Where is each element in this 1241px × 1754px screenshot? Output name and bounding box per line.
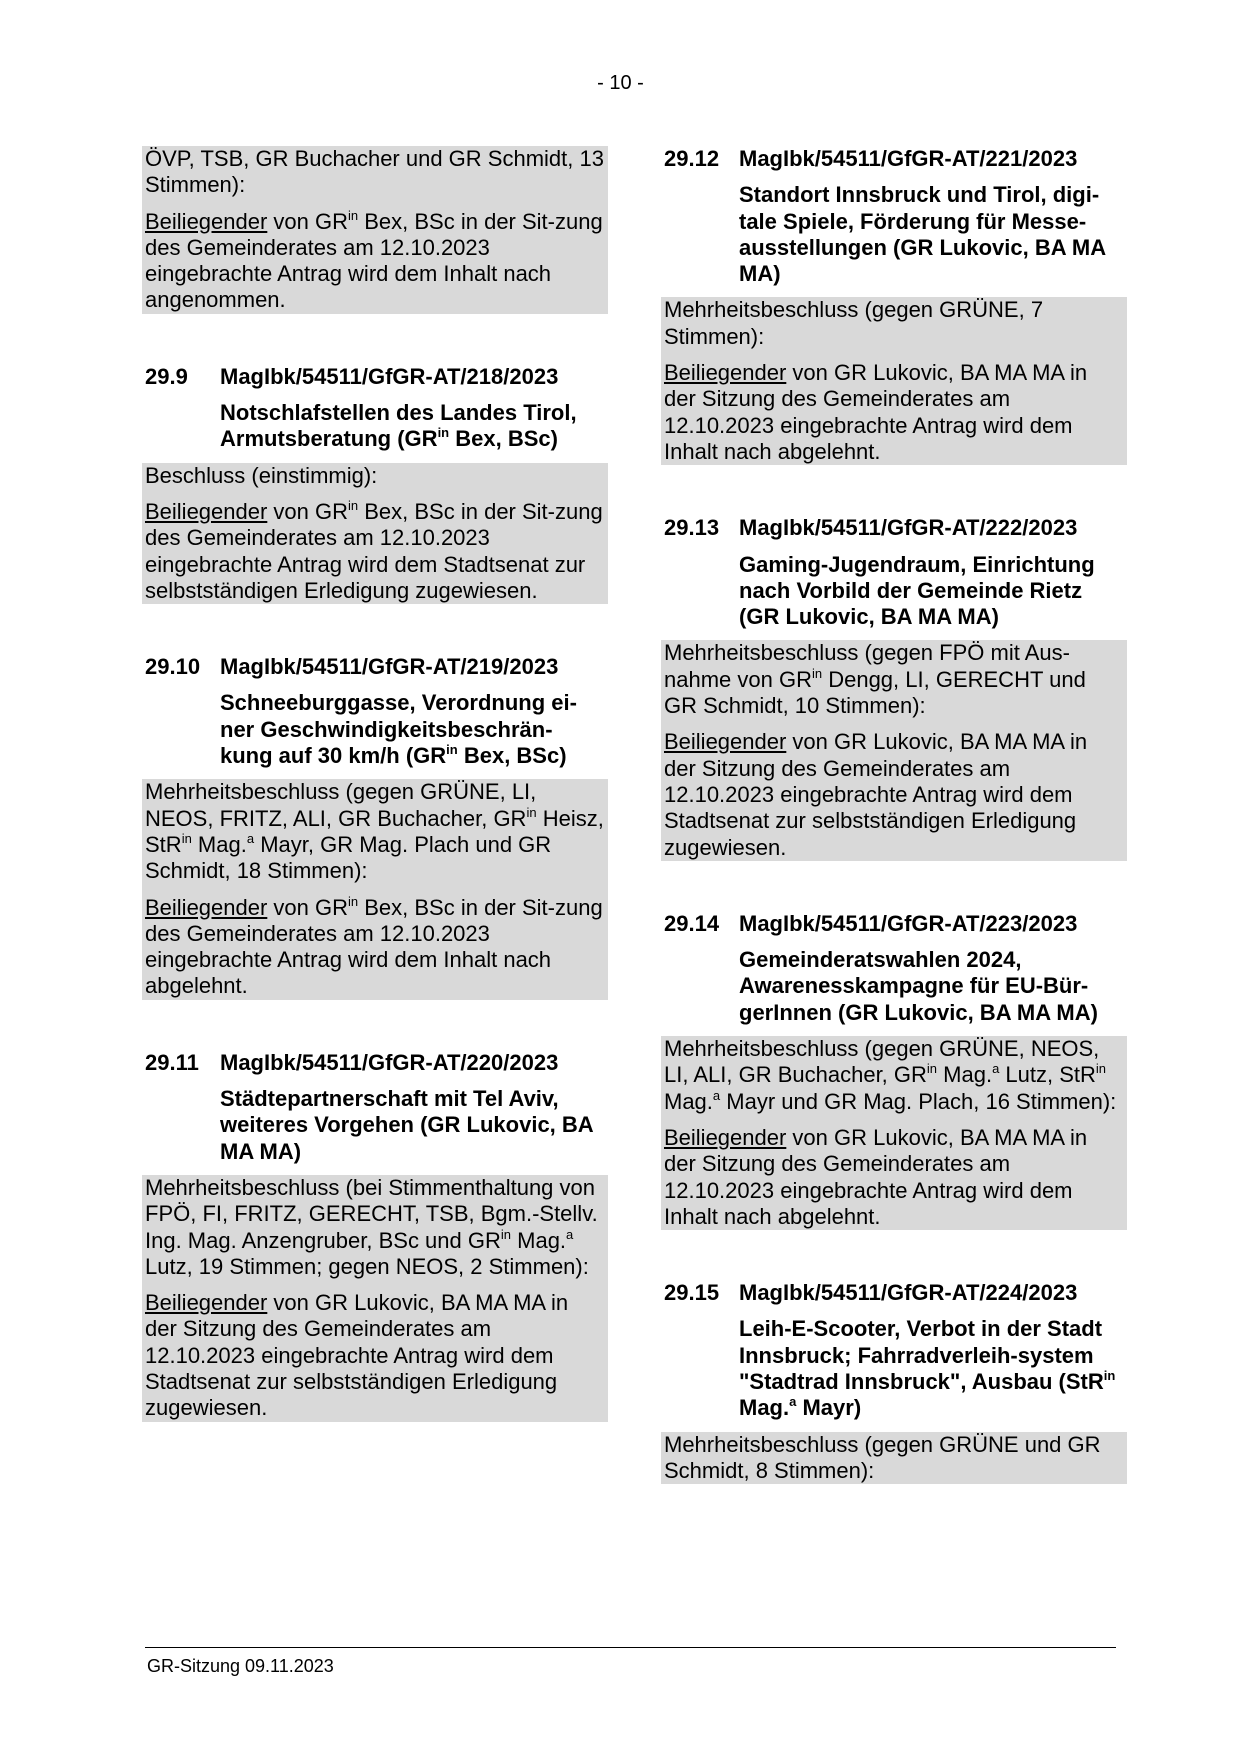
section-ref: MagIbk/54511/GfGR-AT/221/2023 bbox=[739, 146, 1078, 171]
resolution-text: Beiliegender von GR Lukovic, BA MA MA in der Sitzung des Gemeinderates am 12.10.2023 eingebrachte Antrag wird dem Inhalt nach abgelehnt. bbox=[664, 360, 1088, 464]
resolution-box bbox=[142, 1175, 608, 1422]
right-column bbox=[664, 146, 1124, 1484]
section-number: 29.13 bbox=[664, 515, 720, 541]
underlined-word: Beiliegender bbox=[145, 208, 268, 234]
vote-text: Mehrheitsbeschluss (gegen GRÜNE und GR Schmidt, 8 Stimmen): bbox=[664, 1431, 1101, 1483]
section-title: Standort Innsbruck und Tirol, digi-tale Spiele, Förderung für Messe-ausstellungen (GR Lukovic, BA MA MA) bbox=[739, 182, 1106, 287]
section-heading bbox=[145, 1050, 605, 1076]
section-ref: MagIbk/54511/GfGR-AT/219/2023 bbox=[220, 654, 559, 680]
section-29-13 bbox=[664, 515, 1124, 861]
resolution-box bbox=[661, 1036, 1127, 1230]
vote-text: Mehrheitsbeschluss (gegen GRÜNE, NEOS, LI, ALI, GR Buchacher, $GR^{in}$ Mag.$^a$ Lutz, StR$^{in}$ Mag.$^a$ Mayr und GR Mag. Plach, 16 Stimmen): bbox=[664, 1036, 1117, 1114]
section-title: Leih-E-Scooter, Verbot in der Stadt Innsbruck; Fahrradverleih-system "Stadtrad Innsbruck", Ausbau (StR$^{in}$ Mag.$^a$ Mayr) bbox=[739, 1316, 1116, 1421]
section-ref: MagIbk/54511/GfGR-AT/223/2023 bbox=[739, 910, 1078, 936]
section-number: 29.11 bbox=[145, 1049, 199, 1075]
vote-text: Mehrheitsbeschluss (bei Stimmenthaltung von FPÖ, FI, FRITZ, GERECHT, TSB, Bgm.-Stellv. Ing. Mag. Anzengruber, BSc und $GR^{in}$ Mag.$^a$ Lutz, 19 Stimmen; gegen NEOS, 2 Stimmen): bbox=[145, 1174, 598, 1279]
section-number: 29.12 bbox=[664, 146, 720, 171]
section-number: 29.14 bbox=[664, 910, 720, 936]
section-title: Gemeinderatswahlen 2024, Awarenesskampagne für EU-Bür-gerInnen (GR Lukovic, BA MA MA) bbox=[739, 947, 1098, 1025]
section-heading bbox=[664, 515, 1124, 541]
section-heading bbox=[145, 654, 605, 680]
section-ref: MagIbk/54511/GfGR-AT/218/2023 bbox=[220, 363, 559, 389]
resolution-text: Beiliegender von $GR^{in}$ Bex, BSc in der Sit-zung des Gemeinderates am 12.10.2023 eingebrachte Antrag wird dem Inhalt nach abgelehnt. bbox=[145, 893, 603, 999]
resolution-text: Beiliegender von $GR^{in}$ Bex, BSc in der Sit-zung des Gemeinderates am 12.10.2023 eingebrachte Antrag wird dem Inhalt nach angenommen. bbox=[145, 207, 603, 313]
section-29-11 bbox=[145, 1050, 605, 1422]
vote-text: Mehrheitsbeschluss (gegen GRÜNE, LI, NEOS, FRITZ, ALI, GR Buchacher, $GR^{in}$ Heisz, StR$^{in}$ Mag.$^a$ Mayr, GR Mag. Plach und GR Schmidt, 18 Stimmen): bbox=[145, 779, 604, 884]
section-heading bbox=[664, 911, 1124, 937]
resolution-box bbox=[142, 779, 608, 999]
vote-text: Mehrheitsbeschluss (gegen GRÜNE, 7 Stimmen): bbox=[664, 297, 1044, 349]
vote-text: Beschluss (einstimmig): bbox=[145, 462, 378, 488]
section-heading bbox=[145, 364, 605, 390]
page-number: - 10 - bbox=[597, 72, 644, 94]
section-number: 29.15 bbox=[664, 1280, 720, 1306]
resolution-box bbox=[661, 297, 1127, 465]
vote-text: ÖVP, TSB, GR Buchacher und GR Schmidt, 13 Stimmen): bbox=[145, 146, 604, 198]
section-title: Städtepartnerschaft mit Tel Aviv, weiteres Vorgehen (GR Lukovic, BA MA MA) bbox=[220, 1086, 593, 1164]
section-title: Notschlafstellen des Landes Tirol, Armutsberatung ($GR^{in}$ Bex, BSc) bbox=[220, 400, 577, 452]
left-column bbox=[145, 146, 605, 1422]
section-title: Schneeburggasse, Verordnung ei-ner Geschwindigkeitsbeschrän-kung auf 30 km/h ($GR^{in}$ Bex, BSc) bbox=[220, 690, 577, 769]
footer-text: GR-Sitzung 09.11.2023 bbox=[147, 1656, 334, 1676]
resolution-text: Beiliegender von GR Lukovic, BA MA MA in der Sitzung des Gemeinderates am 12.10.2023 eingebrachte Antrag wird dem Stadtsenat zur selbstständigen Erledigung zugewiesen. bbox=[664, 729, 1088, 860]
section-title: Gaming-Jugendraum, Einrichtung nach Vorbild der Gemeinde Rietz (GR Lukovic, BA MA MA) bbox=[739, 551, 1095, 630]
section-number: 29.9 bbox=[145, 363, 188, 389]
section-heading bbox=[664, 1280, 1124, 1306]
section-29-15 bbox=[664, 1280, 1124, 1484]
resolution-text: Beiliegender von $GR^{in}$ Bex, BSc in der Sit-zung des Gemeinderates am 12.10.2023 eingebrachte Antrag wird dem Stadtsenat zur selbstständigen Erledigung zugewiesen. bbox=[145, 497, 603, 603]
vote-text: Mehrheitsbeschluss (gegen FPÖ mit Aus-nahme von $GR^{in}$ Dengg, LI, GERECHT und GR Schmidt, 10 Stimmen): bbox=[664, 640, 1086, 719]
resolution-box bbox=[661, 1432, 1127, 1485]
resolution-box bbox=[142, 463, 608, 604]
section-29-10 bbox=[145, 654, 605, 1000]
footer-divider bbox=[145, 1647, 1116, 1648]
section-ref: MagIbk/54511/GfGR-AT/222/2023 bbox=[739, 515, 1078, 541]
section-29-14 bbox=[664, 911, 1124, 1230]
section-number: 29.10 bbox=[145, 654, 201, 680]
carryover-resolution bbox=[142, 146, 608, 314]
section-heading bbox=[664, 146, 1124, 172]
resolution-box bbox=[661, 640, 1127, 860]
section-29-9 bbox=[145, 364, 605, 604]
section-ref: MagIbk/54511/GfGR-AT/220/2023 bbox=[220, 1049, 559, 1075]
resolution-text: Beiliegender von GR Lukovic, BA MA MA in der Sitzung des Gemeinderates am 12.10.2023 eingebrachte Antrag wird dem Inhalt nach abgelehnt. bbox=[664, 1124, 1088, 1229]
resolution-text: Beiliegender von GR Lukovic, BA MA MA in der Sitzung des Gemeinderates am 12.10.2023 eingebrachte Antrag wird dem Stadtsenat zur selbstständigen Erledigung zugewiesen. bbox=[145, 1290, 569, 1421]
section-29-12 bbox=[664, 146, 1124, 465]
section-ref: MagIbk/54511/GfGR-AT/224/2023 bbox=[739, 1280, 1078, 1306]
